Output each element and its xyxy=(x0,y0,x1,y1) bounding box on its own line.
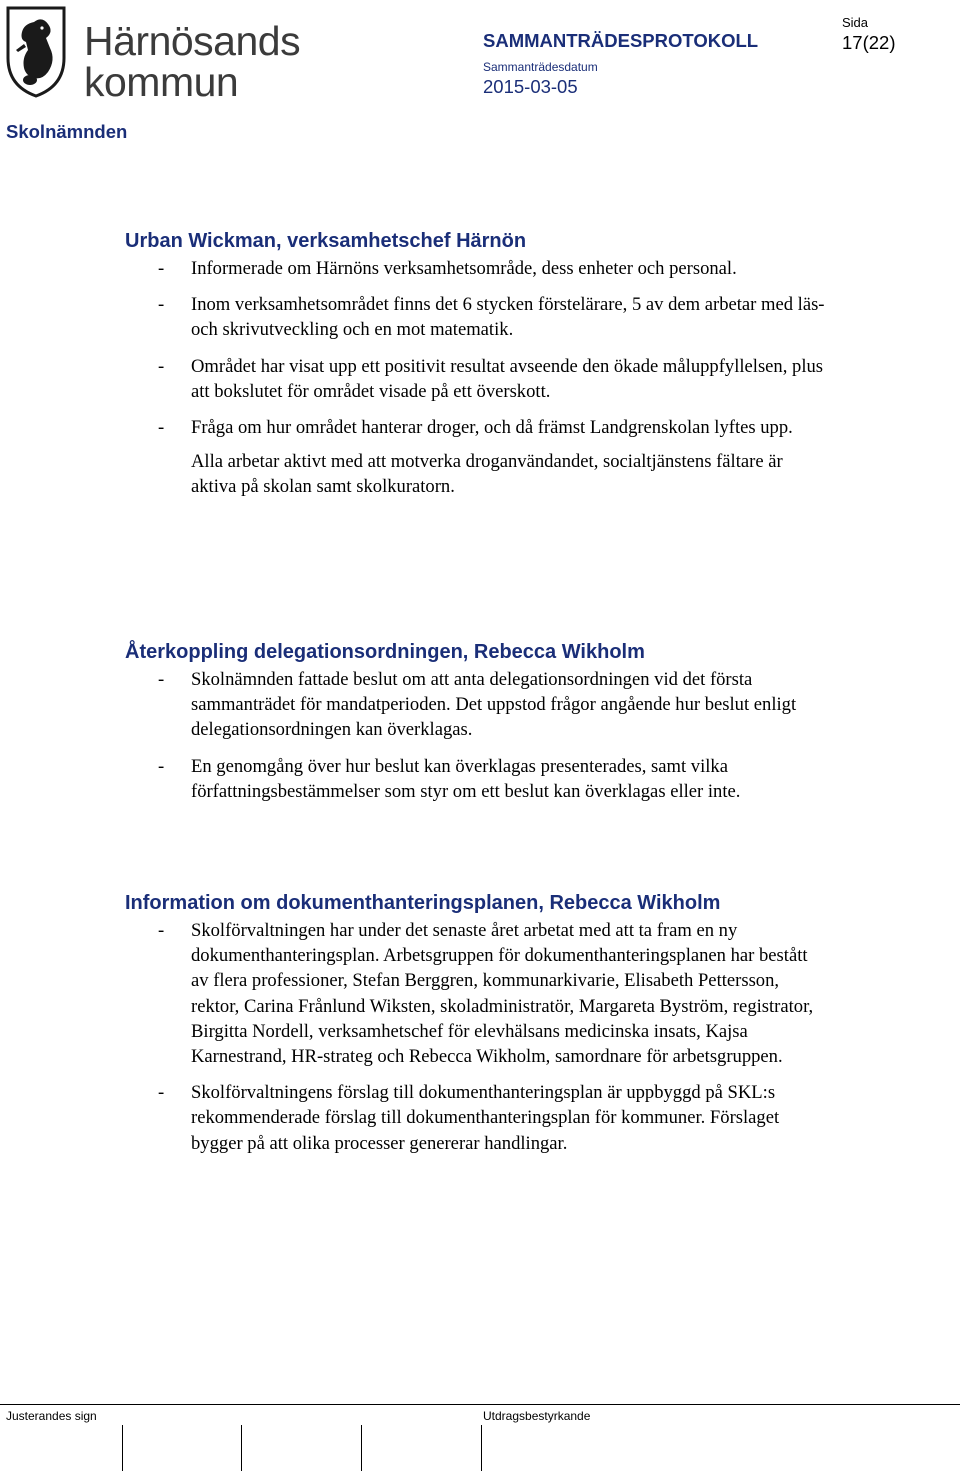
list-item-text: En genomgång över hur beslut kan överklagas presenterades, samt vilka författningsbestämmelser som styr om ett beslut kan överklagas eller inte. xyxy=(191,755,741,802)
utdragsbestyrkande-label: Utdragsbestyrkande xyxy=(483,1409,591,1423)
page-label: Sida xyxy=(842,15,869,30)
list-item xyxy=(125,1080,825,1156)
committee-name: Skolnämnden xyxy=(6,121,128,142)
section-delegationsordningen xyxy=(125,640,825,815)
bullet-dash: - xyxy=(158,355,165,377)
signature-footer xyxy=(0,1404,960,1471)
list-item xyxy=(125,415,825,440)
signature-divider xyxy=(122,1425,123,1471)
bullet-dash: - xyxy=(158,669,165,690)
meeting-date-label: Sammanträdesdatum xyxy=(483,60,598,74)
section-dokumenthanteringsplanen xyxy=(125,891,825,1167)
list-item-text: Skolnämnden fattade beslut om att anta delegationsordningen vid det första sammanträdet för mandatperioden. Det uppstod frågor angående hur beslut enligt delegationsordningen kan överklagas. xyxy=(191,669,797,741)
list-item-text: Informerade om Härnöns verksamhetsområde, dess enheter och personal. xyxy=(191,258,737,279)
beaver-crest-icon xyxy=(4,4,68,100)
list-item-text: Skolförvaltningens förslag till dokumenthanteringsplan är uppbyggd på SKL:s rekommenderade förslag till dokumenthanteringsplan för kommuner. Förslaget bygger på att olika processer genererar handlingar. xyxy=(191,1082,780,1154)
bullet-list xyxy=(125,918,825,1156)
list-item xyxy=(125,667,825,743)
section-urban-wickman xyxy=(125,229,825,500)
logo-text-line2: kommun xyxy=(84,59,239,105)
signature-divider xyxy=(241,1425,242,1471)
bullet-list xyxy=(125,256,825,440)
justerandes-sign-label: Justerandes sign xyxy=(6,1409,97,1423)
list-item-text: Inom verksamhetsområdet finns det 6 stycken förstelärare, 5 av dem arbetar med läs- och skrivutveckling och en mot matematik. xyxy=(191,294,825,341)
signature-divider xyxy=(481,1425,482,1471)
list-item-text: Området har visat upp ett positivit resultat avseende den ökade måluppfyllelsen, plus att bokslutet för området visade på ett överskott. xyxy=(191,355,824,402)
section-heading: Återkoppling delegationsordningen, Rebecca Wikholm xyxy=(125,641,645,663)
list-item xyxy=(125,256,825,281)
bullet-dash: - xyxy=(158,258,165,279)
municipality-logo xyxy=(4,4,301,105)
list-item xyxy=(125,918,825,1069)
logo-text-line1: Härnösands xyxy=(84,18,301,64)
bullet-dash: - xyxy=(158,294,165,316)
protocol-title: SAMMANTRÄDESPROTOKOLL xyxy=(483,30,759,51)
bullet-dash: - xyxy=(158,920,165,941)
section-heading: Information om dokumenthanteringsplanen, Rebecca Wikholm xyxy=(125,892,721,914)
section-paragraph: Alla arbetar aktivt med att motverka droganvändandet, socialtjänstens fältare är aktiva på skolan samt skolkuratorn. xyxy=(191,451,783,498)
list-item-text: Fråga om hur området hanterar droger, och då främst Landgrenskolan lyftes upp. xyxy=(191,417,793,439)
signature-divider xyxy=(361,1425,362,1471)
bullet-dash: - xyxy=(158,755,165,777)
list-item xyxy=(125,292,825,342)
list-item xyxy=(125,754,825,804)
bullet-dash: - xyxy=(158,417,165,439)
list-item-text: Skolförvaltningen har under det senaste året arbetat med att ta fram en ny dokumenthanteringsplan. Arbetsgruppen för dokumenthanteringsplanen har bestått av flera professioner, Stefan Berggren, kommunarkivarie, Elisabeth Pettersson, rektor, Carina Frånlund Wiksten, skoladministratör, Margareta Byström, registrator, Birgitta Nordell, verksamhetschef för elevhälsans medicinska insats, Kajsa Karnestrand, HR-strateg och Rebecca Wikholm, samordnare för arbetsgruppen. xyxy=(191,920,814,1068)
list-item xyxy=(125,354,825,404)
section-heading: Urban Wickman, verksamhetschef Härnön xyxy=(125,230,527,252)
meeting-date-value: 2015-03-05 xyxy=(483,76,578,97)
bullet-dash: - xyxy=(158,1082,165,1104)
bullet-list xyxy=(125,667,825,804)
page-number: 17(22) xyxy=(842,32,896,53)
